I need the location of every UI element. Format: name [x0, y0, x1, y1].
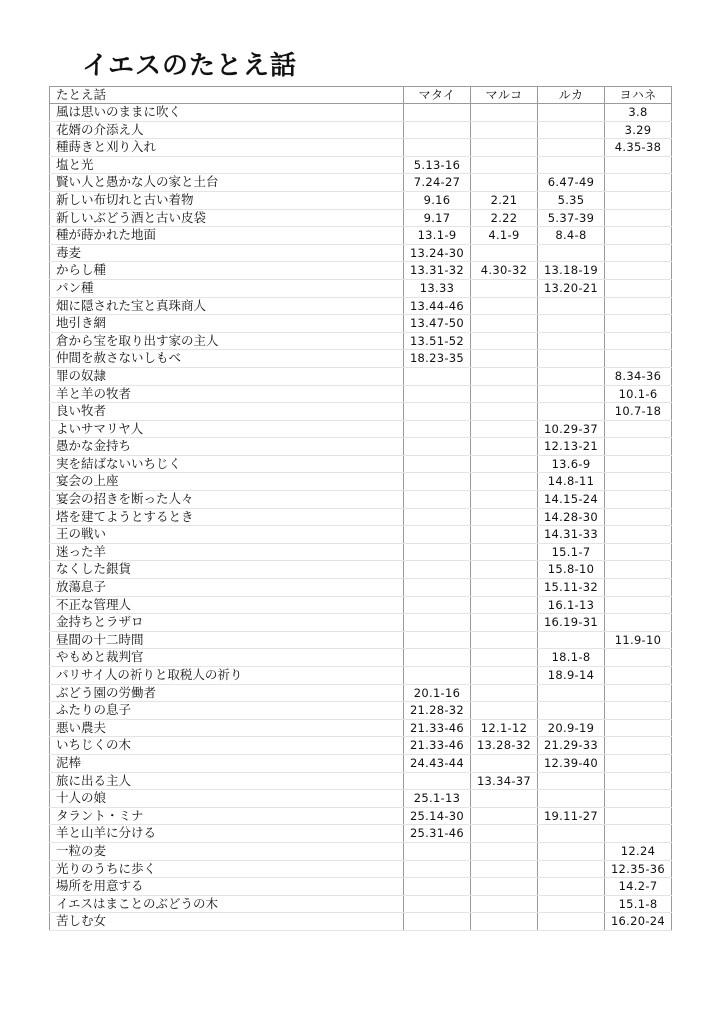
parable-name: なくした銀貨 — [50, 561, 404, 579]
matthew-ref: 24.43-44 — [404, 754, 471, 772]
mark-ref — [471, 579, 538, 597]
parable-name: からし種 — [50, 262, 404, 280]
matthew-ref: 7.24-27 — [404, 174, 471, 192]
parable-name: 花婿の介添え人 — [50, 121, 404, 139]
mark-ref — [471, 473, 538, 491]
john-ref — [605, 244, 672, 262]
luke-ref: 10.29-37 — [538, 420, 605, 438]
mark-ref — [471, 279, 538, 297]
parable-name: ふたりの息子 — [50, 702, 404, 720]
mark-ref — [471, 754, 538, 772]
mark-ref — [471, 420, 538, 438]
luke-ref — [538, 860, 605, 878]
john-ref — [605, 737, 672, 755]
parable-name: 十人の娘 — [50, 790, 404, 808]
luke-ref: 16.1-13 — [538, 596, 605, 614]
table-row — [50, 561, 672, 579]
matthew-ref — [404, 631, 471, 649]
parable-name: 実を結ばないいちじく — [50, 455, 404, 473]
parable-name: 昼間の十二時間 — [50, 631, 404, 649]
table-row — [50, 579, 672, 597]
mark-ref — [471, 174, 538, 192]
mark-ref: 2.22 — [471, 209, 538, 227]
header-matthew: マタイ — [404, 87, 471, 104]
mark-ref — [471, 596, 538, 614]
matthew-ref — [404, 878, 471, 896]
mark-ref — [471, 913, 538, 931]
luke-ref: 14.31-33 — [538, 526, 605, 544]
table-row — [50, 244, 672, 262]
john-ref — [605, 297, 672, 315]
parable-name: パリサイ人の祈りと取税人の祈り — [50, 667, 404, 685]
john-ref: 14.2-7 — [605, 878, 672, 896]
table-row — [50, 438, 672, 456]
luke-ref — [538, 315, 605, 333]
luke-ref — [538, 244, 605, 262]
mark-ref — [471, 297, 538, 315]
mark-ref: 13.28-32 — [471, 737, 538, 755]
parable-name: 新しいぶどう酒と古い皮袋 — [50, 209, 404, 227]
mark-ref — [471, 350, 538, 368]
john-ref — [605, 191, 672, 209]
john-ref — [605, 772, 672, 790]
john-ref: 10.1-6 — [605, 385, 672, 403]
john-ref — [605, 508, 672, 526]
parable-name: パン種 — [50, 279, 404, 297]
john-ref — [605, 227, 672, 245]
matthew-ref: 13.24-30 — [404, 244, 471, 262]
luke-ref: 13.18-19 — [538, 262, 605, 280]
mark-ref — [471, 842, 538, 860]
parable-name: 良い牧者 — [50, 403, 404, 421]
mark-ref: 12.1-12 — [471, 719, 538, 737]
john-ref: 8.34-36 — [605, 367, 672, 385]
table-row — [50, 719, 672, 737]
parable-name: 罪の奴隷 — [50, 367, 404, 385]
john-ref: 4.35-38 — [605, 139, 672, 157]
john-ref: 12.24 — [605, 842, 672, 860]
table-row — [50, 790, 672, 808]
john-ref: 3.8 — [605, 104, 672, 122]
matthew-ref: 20.1-16 — [404, 684, 471, 702]
john-ref — [605, 579, 672, 597]
matthew-ref — [404, 455, 471, 473]
header-mark: マルコ — [471, 87, 538, 104]
parable-name: 風は思いのままに吹く — [50, 104, 404, 122]
parable-name: 場所を用意する — [50, 878, 404, 896]
table-row — [50, 455, 672, 473]
parable-name: 一粒の麦 — [50, 842, 404, 860]
mark-ref — [471, 526, 538, 544]
page-title: イエスのたとえ話 — [82, 51, 297, 81]
luke-ref: 14.15-24 — [538, 491, 605, 509]
matthew-ref — [404, 367, 471, 385]
table-row — [50, 385, 672, 403]
matthew-ref: 25.1-13 — [404, 790, 471, 808]
parable-name: 愚かな金持ち — [50, 438, 404, 456]
matthew-ref — [404, 438, 471, 456]
matthew-ref — [404, 543, 471, 561]
luke-ref: 19.11-27 — [538, 807, 605, 825]
matthew-ref: 13.1-9 — [404, 227, 471, 245]
table-row — [50, 825, 672, 843]
luke-ref — [538, 385, 605, 403]
parable-name: 賢い人と愚かな人の家と土台 — [50, 174, 404, 192]
mark-ref — [471, 332, 538, 350]
matthew-ref — [404, 491, 471, 509]
john-ref — [605, 262, 672, 280]
matthew-ref — [404, 614, 471, 632]
mark-ref — [471, 649, 538, 667]
matthew-ref — [404, 508, 471, 526]
luke-ref — [538, 913, 605, 931]
luke-ref — [538, 790, 605, 808]
john-ref — [605, 526, 672, 544]
luke-ref: 18.1-8 — [538, 649, 605, 667]
mark-ref — [471, 139, 538, 157]
table-row — [50, 508, 672, 526]
matthew-ref: 9.16 — [404, 191, 471, 209]
parable-name: 宴会の上座 — [50, 473, 404, 491]
matthew-ref: 13.44-46 — [404, 297, 471, 315]
mark-ref — [471, 508, 538, 526]
luke-ref — [538, 772, 605, 790]
john-ref — [605, 279, 672, 297]
table-row — [50, 702, 672, 720]
table-row — [50, 895, 672, 913]
mark-ref — [471, 825, 538, 843]
luke-ref — [538, 156, 605, 174]
matthew-ref: 21.28-32 — [404, 702, 471, 720]
parable-name: 新しい布切れと古い着物 — [50, 191, 404, 209]
table-row — [50, 860, 672, 878]
matthew-ref — [404, 420, 471, 438]
luke-ref: 18.9-14 — [538, 667, 605, 685]
luke-ref: 16.19-31 — [538, 614, 605, 632]
parable-name: 羊と山羊に分ける — [50, 825, 404, 843]
table-row — [50, 543, 672, 561]
mark-ref: 2.21 — [471, 191, 538, 209]
matthew-ref — [404, 596, 471, 614]
parable-name: ぶどう園の労働者 — [50, 684, 404, 702]
luke-ref — [538, 297, 605, 315]
john-ref — [605, 350, 672, 368]
header-john: ヨハネ — [605, 87, 672, 104]
mark-ref — [471, 561, 538, 579]
matthew-ref: 21.33-46 — [404, 719, 471, 737]
table-row — [50, 526, 672, 544]
mark-ref — [471, 702, 538, 720]
mark-ref: 4.30-32 — [471, 262, 538, 280]
luke-ref — [538, 121, 605, 139]
mark-ref — [471, 614, 538, 632]
john-ref — [605, 491, 672, 509]
table-row — [50, 297, 672, 315]
luke-ref — [538, 825, 605, 843]
parable-name: 不正な管理人 — [50, 596, 404, 614]
luke-ref — [538, 403, 605, 421]
parable-name: いちじくの木 — [50, 737, 404, 755]
matthew-ref — [404, 561, 471, 579]
parable-name: 金持ちとラザロ — [50, 614, 404, 632]
luke-ref: 12.39-40 — [538, 754, 605, 772]
luke-ref — [538, 367, 605, 385]
john-ref — [605, 438, 672, 456]
john-ref — [605, 420, 672, 438]
matthew-ref — [404, 579, 471, 597]
matthew-ref: 25.31-46 — [404, 825, 471, 843]
parable-name: 塩と光 — [50, 156, 404, 174]
john-ref: 12.35-36 — [605, 860, 672, 878]
table-header — [50, 87, 672, 104]
table-row — [50, 367, 672, 385]
john-ref — [605, 543, 672, 561]
matthew-ref: 9.17 — [404, 209, 471, 227]
table-row — [50, 315, 672, 333]
luke-ref — [538, 878, 605, 896]
john-ref — [605, 719, 672, 737]
parables-table — [49, 86, 672, 931]
parable-name: やもめと裁判官 — [50, 649, 404, 667]
parable-name: タラント・ミナ — [50, 807, 404, 825]
parable-name: 宴会の招きを断った人々 — [50, 491, 404, 509]
table-row — [50, 403, 672, 421]
mark-ref — [471, 315, 538, 333]
table-row — [50, 139, 672, 157]
luke-ref — [538, 104, 605, 122]
table-row — [50, 104, 672, 122]
matthew-ref: 21.33-46 — [404, 737, 471, 755]
table-row — [50, 684, 672, 702]
luke-ref: 5.37-39 — [538, 209, 605, 227]
matthew-ref — [404, 667, 471, 685]
header-row — [50, 87, 672, 104]
luke-ref — [538, 895, 605, 913]
john-ref — [605, 209, 672, 227]
john-ref: 15.1-8 — [605, 895, 672, 913]
table-row — [50, 350, 672, 368]
luke-ref: 8.4-8 — [538, 227, 605, 245]
john-ref: 11.9-10 — [605, 631, 672, 649]
parable-name: 迷った羊 — [50, 543, 404, 561]
matthew-ref — [404, 403, 471, 421]
parable-name: 泥棒 — [50, 754, 404, 772]
mark-ref — [471, 631, 538, 649]
mark-ref: 13.34-37 — [471, 772, 538, 790]
mark-ref — [471, 667, 538, 685]
john-ref: 10.7-18 — [605, 403, 672, 421]
parable-name: 種が蒔かれた地面 — [50, 227, 404, 245]
matthew-ref — [404, 385, 471, 403]
luke-ref — [538, 139, 605, 157]
luke-ref: 12.13-21 — [538, 438, 605, 456]
matthew-ref — [404, 121, 471, 139]
luke-ref: 15.11-32 — [538, 579, 605, 597]
table-row — [50, 209, 672, 227]
parable-name: 種蒔きと刈り入れ — [50, 139, 404, 157]
parable-name: 地引き網 — [50, 315, 404, 333]
matthew-ref — [404, 895, 471, 913]
john-ref — [605, 332, 672, 350]
luke-ref: 14.28-30 — [538, 508, 605, 526]
table-row — [50, 878, 672, 896]
luke-ref — [538, 350, 605, 368]
matthew-ref — [404, 913, 471, 931]
parable-name: 仲間を赦さないしもべ — [50, 350, 404, 368]
luke-ref: 6.47-49 — [538, 174, 605, 192]
table-row — [50, 667, 672, 685]
luke-ref: 13.20-21 — [538, 279, 605, 297]
parable-name: イエスはまことのぶどうの木 — [50, 895, 404, 913]
table-row — [50, 842, 672, 860]
matthew-ref — [404, 649, 471, 667]
john-ref: 16.20-24 — [605, 913, 672, 931]
matthew-ref — [404, 842, 471, 860]
mark-ref — [471, 895, 538, 913]
table-row — [50, 191, 672, 209]
john-ref — [605, 754, 672, 772]
luke-ref: 15.8-10 — [538, 561, 605, 579]
table-body — [50, 104, 672, 931]
mark-ref — [471, 878, 538, 896]
mark-ref — [471, 543, 538, 561]
table-row — [50, 754, 672, 772]
matthew-ref: 13.33 — [404, 279, 471, 297]
matthew-ref — [404, 526, 471, 544]
mark-ref — [471, 684, 538, 702]
matthew-ref — [404, 139, 471, 157]
mark-ref — [471, 860, 538, 878]
table-row — [50, 473, 672, 491]
parable-name: 苦しむ女 — [50, 913, 404, 931]
matthew-ref: 5.13-16 — [404, 156, 471, 174]
parable-name: よいサマリヤ人 — [50, 420, 404, 438]
matthew-ref — [404, 104, 471, 122]
matthew-ref — [404, 772, 471, 790]
table-row — [50, 262, 672, 280]
mark-ref — [471, 385, 538, 403]
mark-ref — [471, 403, 538, 421]
table-row — [50, 491, 672, 509]
john-ref: 3.29 — [605, 121, 672, 139]
luke-ref — [538, 332, 605, 350]
matthew-ref: 13.47-50 — [404, 315, 471, 333]
luke-ref: 21.29-33 — [538, 737, 605, 755]
luke-ref: 13.6-9 — [538, 455, 605, 473]
john-ref — [605, 315, 672, 333]
luke-ref — [538, 684, 605, 702]
luke-ref — [538, 631, 605, 649]
john-ref — [605, 614, 672, 632]
john-ref — [605, 455, 672, 473]
matthew-ref — [404, 860, 471, 878]
header-parable: たとえ話 — [50, 87, 404, 104]
john-ref — [605, 825, 672, 843]
mark-ref — [471, 807, 538, 825]
john-ref — [605, 667, 672, 685]
john-ref — [605, 596, 672, 614]
table-row — [50, 807, 672, 825]
mark-ref — [471, 156, 538, 174]
parable-name: 旅に出る主人 — [50, 772, 404, 790]
parable-name: 放蕩息子 — [50, 579, 404, 597]
table-row — [50, 737, 672, 755]
table-row — [50, 174, 672, 192]
table-row — [50, 420, 672, 438]
table-row — [50, 227, 672, 245]
john-ref — [605, 156, 672, 174]
parable-name: 毒麦 — [50, 244, 404, 262]
header-luke: ルカ — [538, 87, 605, 104]
luke-ref: 5.35 — [538, 191, 605, 209]
table-row — [50, 913, 672, 931]
mark-ref — [471, 491, 538, 509]
luke-ref: 14.8-11 — [538, 473, 605, 491]
matthew-ref: 25.14-30 — [404, 807, 471, 825]
parable-name: 光りのうちに歩く — [50, 860, 404, 878]
john-ref — [605, 561, 672, 579]
john-ref — [605, 649, 672, 667]
table-row — [50, 121, 672, 139]
john-ref — [605, 174, 672, 192]
mark-ref — [471, 244, 538, 262]
parable-name: 畑に隠された宝と真珠商人 — [50, 297, 404, 315]
table-row — [50, 631, 672, 649]
luke-ref: 20.9-19 — [538, 719, 605, 737]
table-row — [50, 279, 672, 297]
john-ref — [605, 790, 672, 808]
parable-name: 羊と羊の牧者 — [50, 385, 404, 403]
mark-ref — [471, 455, 538, 473]
table-row — [50, 332, 672, 350]
john-ref — [605, 473, 672, 491]
table-row — [50, 596, 672, 614]
mark-ref: 4.1-9 — [471, 227, 538, 245]
parable-name: 王の戦い — [50, 526, 404, 544]
john-ref — [605, 807, 672, 825]
mark-ref — [471, 104, 538, 122]
table-row — [50, 772, 672, 790]
parable-name: 倉から宝を取り出す家の主人 — [50, 332, 404, 350]
john-ref — [605, 702, 672, 720]
luke-ref — [538, 842, 605, 860]
mark-ref — [471, 121, 538, 139]
matthew-ref: 18.23-35 — [404, 350, 471, 368]
table-row — [50, 614, 672, 632]
matthew-ref — [404, 473, 471, 491]
table-row — [50, 649, 672, 667]
luke-ref: 15.1-7 — [538, 543, 605, 561]
table-row — [50, 156, 672, 174]
john-ref — [605, 684, 672, 702]
parable-name: 悪い農夫 — [50, 719, 404, 737]
parable-name: 塔を建てようとするとき — [50, 508, 404, 526]
matthew-ref: 13.51-52 — [404, 332, 471, 350]
mark-ref — [471, 790, 538, 808]
matthew-ref: 13.31-32 — [404, 262, 471, 280]
luke-ref — [538, 702, 605, 720]
mark-ref — [471, 367, 538, 385]
mark-ref — [471, 438, 538, 456]
